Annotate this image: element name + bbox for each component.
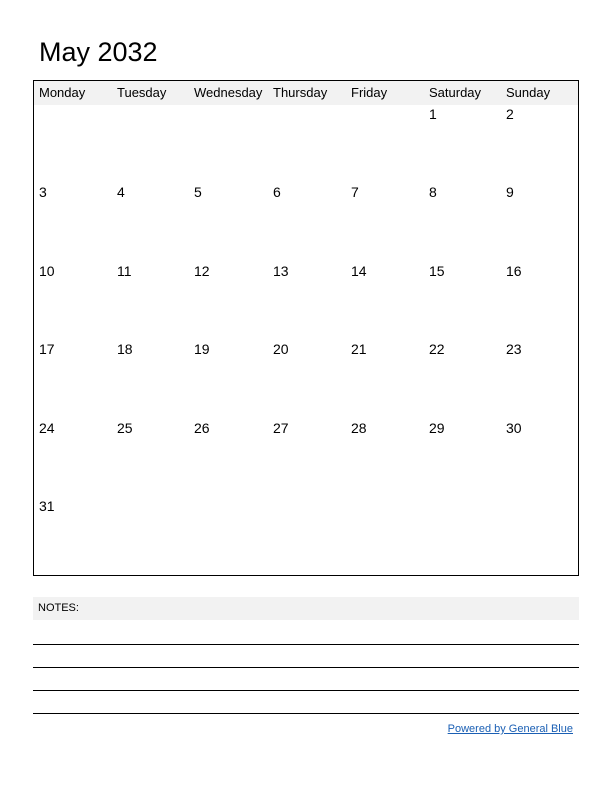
day-cell (34, 419, 55, 437)
day-cell (189, 340, 210, 358)
day-cell (501, 262, 522, 280)
day-cell (424, 183, 437, 201)
powered-by-link[interactable]: Powered by General Blue (447, 723, 573, 735)
date-number: 11 (117, 263, 132, 279)
note-line (33, 690, 579, 691)
note-line (33, 713, 579, 714)
day-cell (112, 340, 133, 358)
day-cell (34, 183, 47, 201)
weekday-tuesday: Tuesday (117, 85, 167, 100)
day-cell (268, 340, 289, 358)
day-cell (112, 183, 125, 201)
notes-header (33, 597, 579, 620)
date-number: 15 (429, 263, 445, 279)
date-number: 14 (351, 263, 367, 279)
day-cell (189, 419, 210, 437)
day-cell (424, 105, 437, 123)
day-cell (112, 419, 133, 437)
weekday-saturday: Saturday (429, 85, 482, 100)
date-number: 29 (429, 420, 445, 436)
day-cell (268, 262, 289, 280)
date-number: 2 (506, 106, 514, 122)
day-cell (501, 419, 522, 437)
date-number: 9 (506, 184, 514, 200)
note-line (33, 644, 579, 645)
date-number: 24 (39, 420, 55, 436)
date-number: 25 (117, 420, 133, 436)
date-number: 22 (429, 341, 445, 357)
page-title: May 2032 (39, 37, 158, 67)
weekday-header-row (34, 81, 578, 105)
day-cell (346, 340, 367, 358)
day-cell (346, 419, 367, 437)
day-cell (268, 419, 289, 437)
weekday-thursday: Thursday (273, 85, 328, 100)
notes-label: NOTES: (38, 602, 79, 614)
date-number: 23 (506, 341, 522, 357)
date-number: 6 (273, 184, 281, 200)
date-number: 10 (39, 263, 55, 279)
date-number: 20 (273, 341, 289, 357)
day-cell (189, 262, 210, 280)
day-cell (112, 262, 132, 280)
day-cell (501, 183, 514, 201)
day-cell (34, 497, 55, 515)
day-cell (424, 340, 445, 358)
day-cell (346, 183, 359, 201)
date-number: 17 (39, 341, 55, 357)
date-number: 28 (351, 420, 367, 436)
day-cell (424, 419, 445, 437)
date-number: 5 (194, 184, 202, 200)
weekday-friday: Friday (351, 85, 388, 100)
date-number: 31 (39, 498, 55, 514)
date-number: 13 (273, 263, 289, 279)
date-number: 12 (194, 263, 210, 279)
day-cell (268, 183, 281, 201)
date-number: 21 (351, 341, 367, 357)
date-number: 4 (117, 184, 125, 200)
date-number: 27 (273, 420, 289, 436)
date-number: 8 (429, 184, 437, 200)
day-cell (34, 262, 55, 280)
day-cell (346, 262, 367, 280)
date-number: 19 (194, 341, 210, 357)
day-cell (424, 262, 445, 280)
date-number: 30 (506, 420, 522, 436)
day-cell (501, 340, 522, 358)
date-number: 26 (194, 420, 210, 436)
date-number: 3 (39, 184, 47, 200)
note-line (33, 667, 579, 668)
weekday-wednesday: Wednesday (194, 85, 263, 100)
calendar-grid (33, 80, 579, 576)
day-cell (189, 183, 202, 201)
day-cell (501, 105, 514, 123)
weekday-sunday: Sunday (506, 85, 551, 100)
date-number: 18 (117, 341, 133, 357)
date-number: 1 (429, 106, 437, 122)
day-cell (34, 340, 55, 358)
weekday-monday: Monday (39, 85, 86, 100)
date-number: 7 (351, 184, 359, 200)
date-number: 16 (506, 263, 522, 279)
